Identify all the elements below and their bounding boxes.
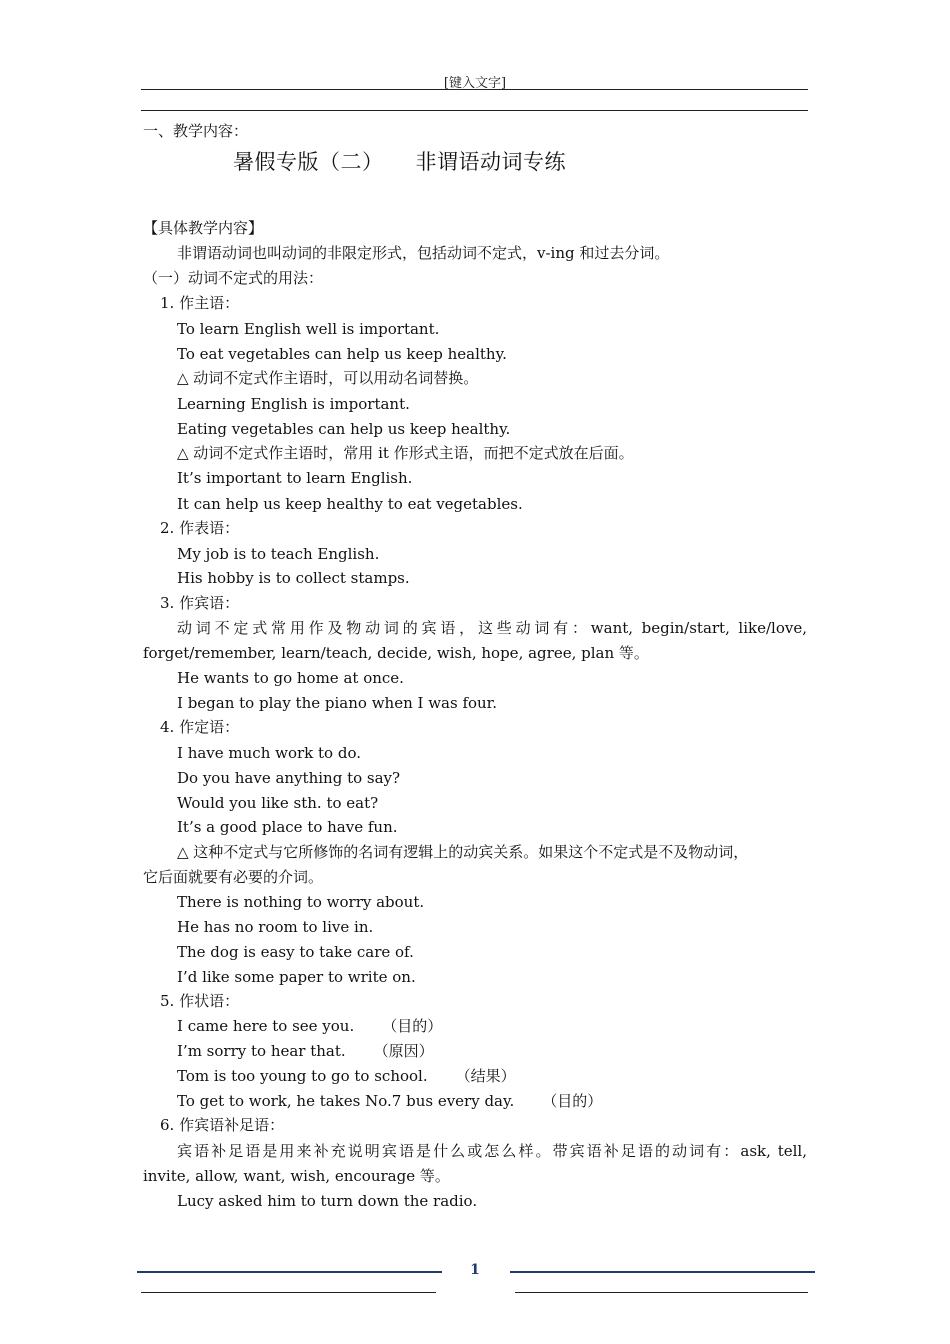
item-heading: 6. 作宾语补足语：	[160, 1116, 285, 1134]
example-text: I’m sorry to hear that.	[177, 1042, 346, 1060]
item-heading: 5. 作状语：	[160, 992, 240, 1010]
example-line: I’d like some paper to write on.	[177, 968, 416, 986]
item-heading: 3. 作宾语：	[160, 594, 240, 612]
example-line	[177, 1041, 434, 1061]
example-line	[177, 1066, 516, 1086]
header-rule-top	[141, 89, 808, 90]
example-line: Eating vegetables can help us keep healthy.	[177, 420, 511, 438]
item-heading: 4. 作定语：	[160, 718, 240, 736]
item-heading: 1. 作主语：	[160, 294, 240, 312]
example-line: It’s a good place to have fun.	[177, 818, 398, 836]
example-line: It’s important to learn English.	[177, 469, 413, 487]
example-line: Learning English is important.	[177, 395, 410, 413]
example-line	[177, 1091, 602, 1111]
example-note: （原因）	[373, 1042, 434, 1060]
example-note: （目的）	[382, 1017, 443, 1035]
footer-rule-left	[137, 1271, 442, 1273]
paragraph-line: invite, allow, want, wish, encourage 等。	[143, 1167, 450, 1185]
paragraph-line: 宾语补足语是用来补充说明宾语是什么或怎么样。带宾语补足语的动词有：ask, tell,	[177, 1142, 807, 1160]
example-line: My job is to teach English.	[177, 545, 380, 563]
example-line: The dog is easy to take care of.	[177, 943, 414, 961]
header-rule-bottom	[141, 110, 808, 111]
example-line: Do you have anything to say?	[177, 769, 401, 787]
example-line	[177, 1016, 442, 1036]
title-part-2: 非谓语动词专练	[415, 150, 566, 174]
example-note: （结果）	[455, 1067, 516, 1085]
item-heading: 2. 作表语：	[160, 519, 240, 537]
part-heading: （一）动词不定式的用法：	[143, 269, 324, 287]
example-line: There is nothing to worry about.	[177, 893, 425, 911]
example-line: To eat vegetables can help us keep healthy.	[177, 345, 507, 363]
paragraph-line: 动词不定式常用作及物动词的宾语，这些动词有：want, begin/start, like/love,	[177, 619, 807, 637]
example-line: I began to play the piano when I was four.	[177, 694, 497, 712]
note-line: △ 这种不定式与它所修饰的名词有逻辑上的动宾关系。如果这个不定式是不及物动词，	[177, 843, 749, 861]
note-line: △ 动词不定式作主语时，可以用动名词替换。	[177, 369, 479, 387]
note-line: 它后面就要有必要的介词。	[143, 868, 324, 886]
note-line: △ 动词不定式作主语时，常用 it 作形式主语，而把不定式放在后面。	[177, 444, 634, 462]
document-title	[233, 146, 566, 176]
example-text: I came here to see you.	[177, 1017, 355, 1035]
example-line: He has no room to live in.	[177, 918, 374, 936]
example-line: Would you like sth. to eat?	[177, 794, 379, 812]
example-note: （目的）	[542, 1092, 603, 1110]
section-label: 一、教学内容：	[143, 122, 249, 140]
example-line: To learn English well is important.	[177, 320, 440, 338]
example-text: Tom is too young to go to school.	[177, 1067, 428, 1085]
title-part-1: 暑假专版（二）	[233, 150, 384, 174]
example-line: Lucy asked him to turn down the radio.	[177, 1192, 478, 1210]
page-number: 1	[470, 1262, 480, 1278]
subheading: 【具体教学内容】	[143, 219, 264, 237]
example-line: He wants to go home at once.	[177, 669, 404, 687]
example-line: It can help us keep healthy to eat vegetables.	[177, 495, 523, 513]
footer-rule-bottom-left	[141, 1292, 436, 1293]
intro-paragraph: 非谓语动词也叫动词的非限定形式，包括动词不定式，v-ing 和过去分词。	[177, 244, 670, 262]
paragraph-line: forget/remember, learn/teach, decide, wish, hope, agree, plan 等。	[143, 644, 649, 662]
footer-rule-right	[510, 1271, 815, 1273]
example-line: His hobby is to collect stamps.	[177, 569, 410, 587]
footer-rule-bottom-right	[515, 1292, 808, 1293]
example-text: To get to work, he takes No.7 bus every day.	[177, 1092, 515, 1110]
example-line: I have much work to do.	[177, 744, 361, 762]
page-header: [键入文字]	[443, 76, 507, 91]
